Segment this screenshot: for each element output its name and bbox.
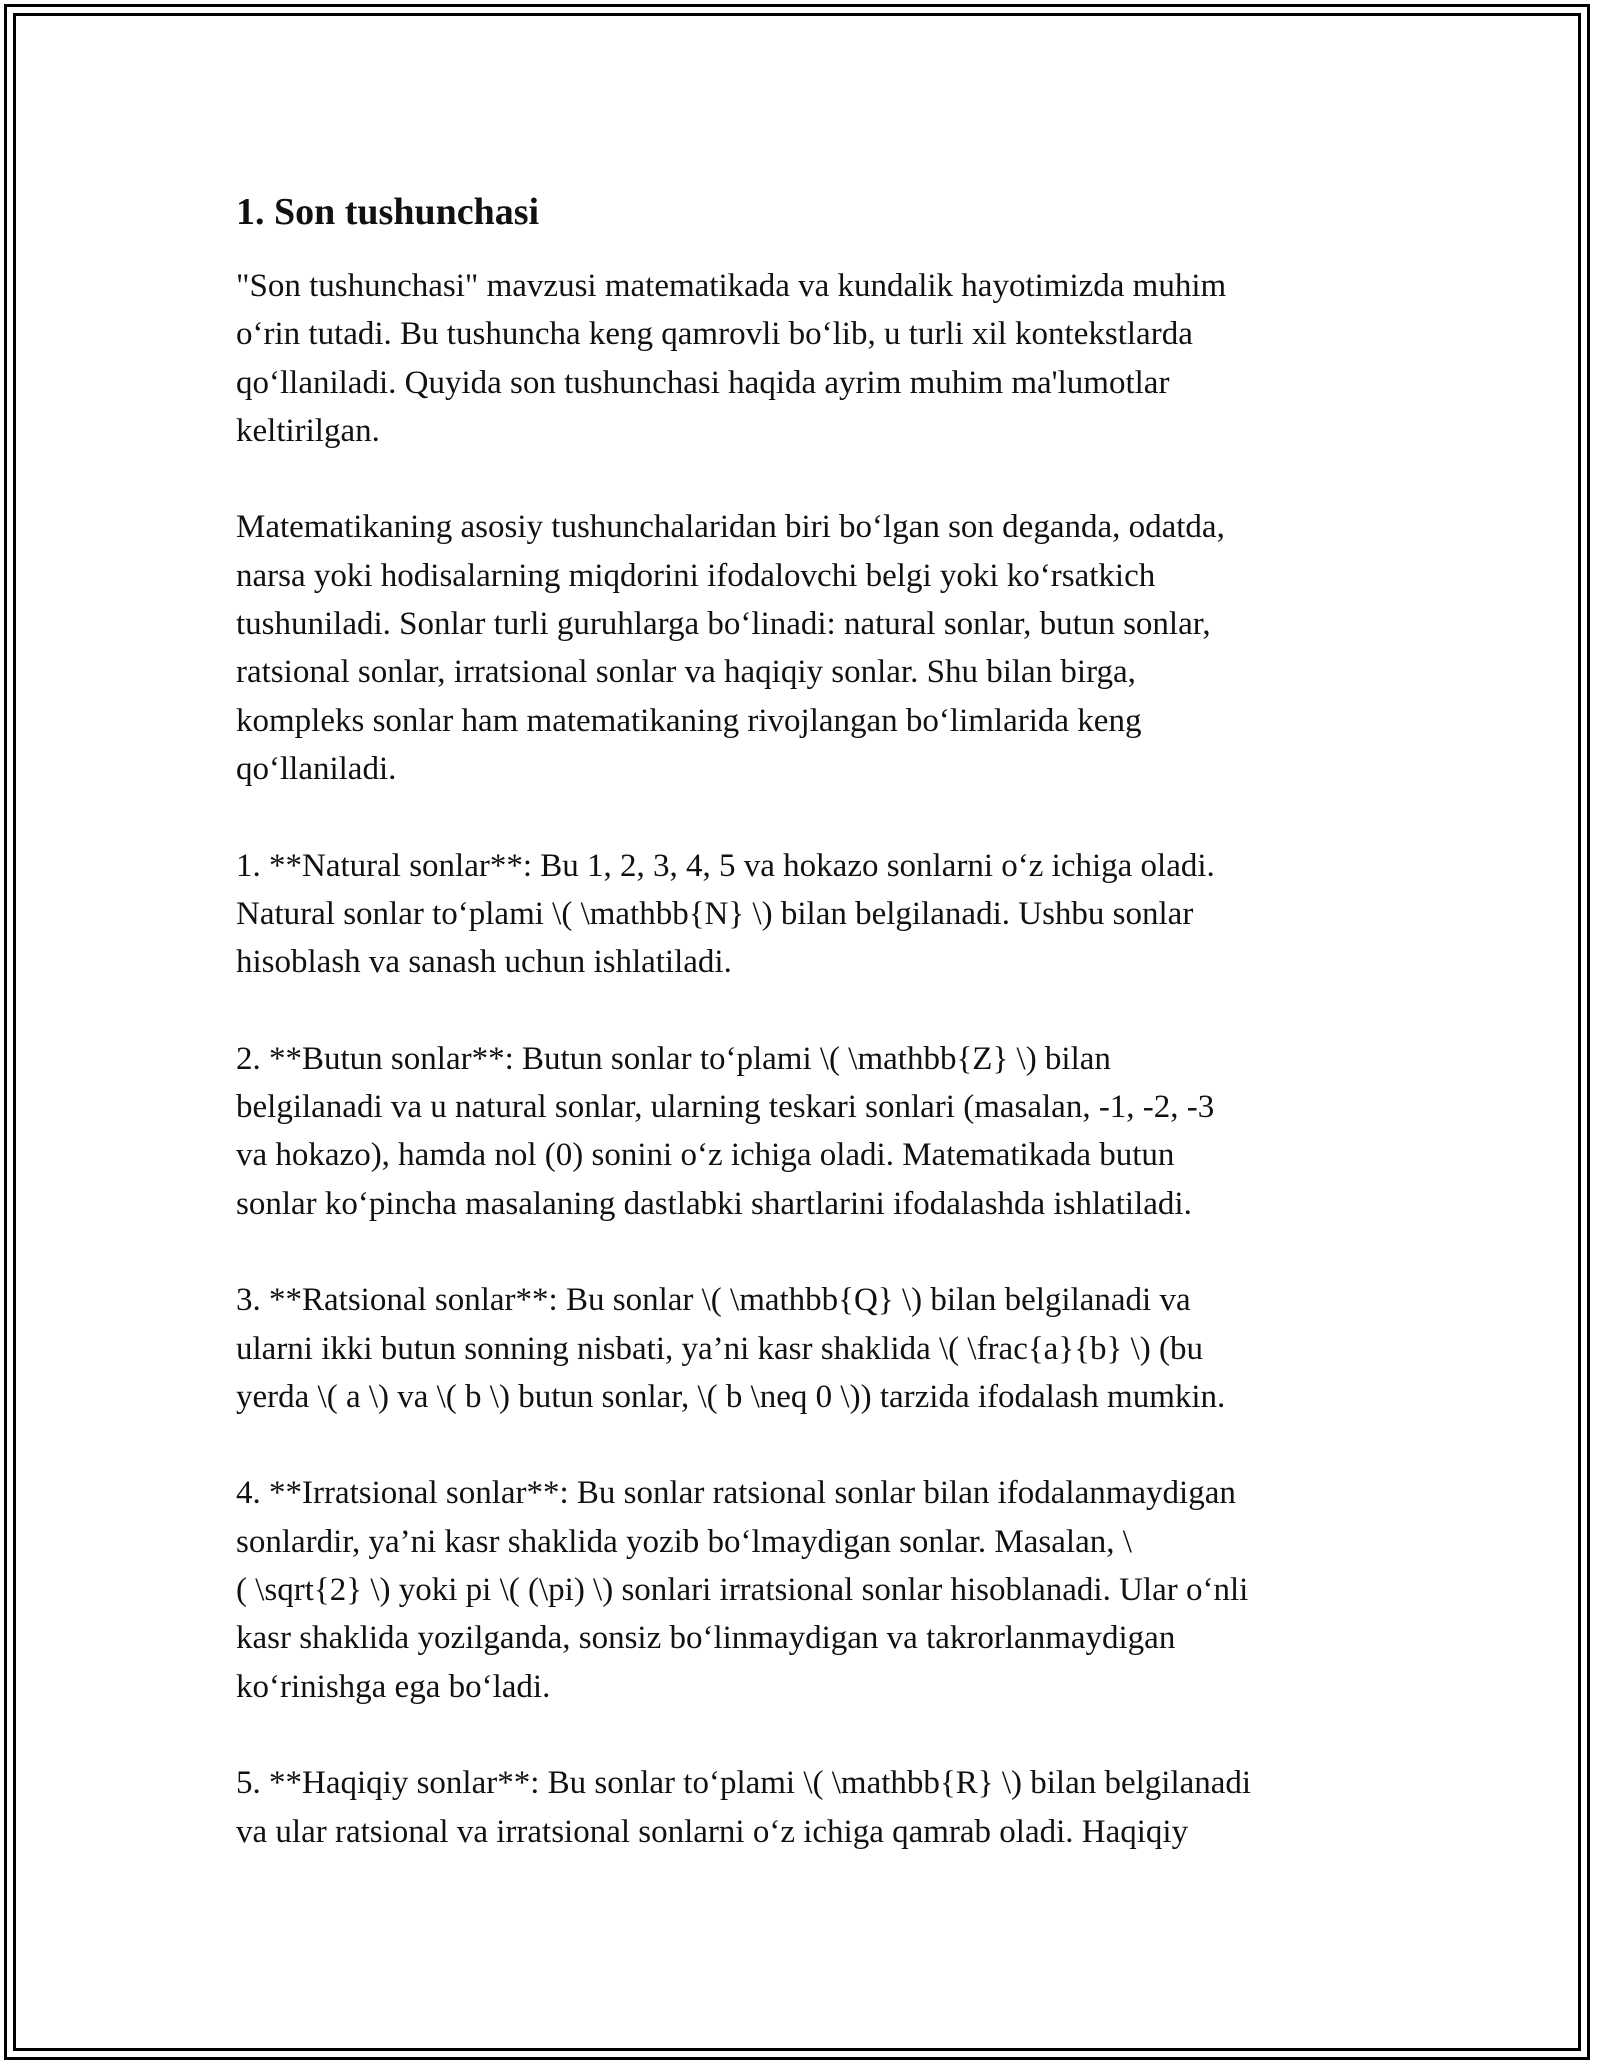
document-body xyxy=(236,188,1366,1904)
paragraph-overview: Matematikaning asosiy tushunchalaridan biri bo‘lgan son deganda, odatda, narsa yoki hodisalarning miqdorini ifodalovchi belgi yoki ko‘rsatkich tushuniladi. Sonlar turli guruhlarga bo‘linadi: natural sonlar, butun sonlar, ratsional sonlar, irratsional sonlar va haqiqiy sonlar. Shu bilan birga, kompleks sonlar ham matematikaning rivojlangan bo‘limlarida keng qo‘llaniladi. xyxy=(236,509,1225,787)
section-title: 1. Son tushunchasi xyxy=(236,191,540,233)
paragraph-integers: 2. **Butun sonlar**: Butun sonlar to‘plami \( \mathbb{Z} \) bilan belgilanadi va u natural sonlar, ularning teskari sonlari (masalan, -1, -2, -3 va hokazo), hamda nol (0) sonini o‘z ichiga oladi. Matematikada butun sonlar ko‘pincha masalaning dastlabki shartlarini ifodalashda ishlatiladi. xyxy=(236,1040,1215,1222)
paragraph-real-numbers: 5. **Haqiqiy sonlar**: Bu sonlar to‘plami \( \mathbb{R} \) bilan belgilanadi va ular ratsional va irratsional sonlarni o‘z ichiga qamrab oladi. Haqiqiy xyxy=(236,1765,1252,1850)
paragraph-intro: "Son tushunchasi" mavzusi matematikada va kundalik hayotimizda muhim o‘rin tutadi. Bu tushuncha keng qamrovli bo‘lib, u turli xil kontekstlarda qo‘llaniladi. Quyida son tushunchasi haqida ayrim muhim ma'lumotlar keltirilgan. xyxy=(236,268,1227,449)
paragraph-natural-numbers: 1. **Natural sonlar**: Bu 1, 2, 3, 4, 5 va hokazo sonlarni o‘z ichiga oladi. Natural sonlar to‘plami \( \mathbb{N} \) bilan belgilanadi. Ushbu sonlar hisoblash va sanash uchun ishlatiladi. xyxy=(236,847,1215,981)
paragraph-rational-numbers: 3. **Ratsional sonlar**: Bu sonlar \( \mathbb{Q} \) bilan belgilanadi va ularni ikki butun sonning nisbati, ya’ni kasr shaklida \( \frac{a}{b} \) (bu yerda \( a \) va \( b \) butun sonlar, \( b \neq 0 \)) tarzida ifodalash mumkin. xyxy=(236,1282,1226,1415)
paragraph-irrational-numbers: 4. **Irratsional sonlar**: Bu sonlar ratsional sonlar bilan ifodalanmaydigan sonlardir, ya’ni kasr shaklida yozib bo‘lmaydigan sonlar. Masalan, \ ( \sqrt{2} \) yoki pi \( (\pi) \) sonlari irratsional sonlar hisoblanadi. Ular o‘nli kasr shaklida yozilganda, sonsiz bo‘linmaydigan va takrorlanmaydigan ko‘rinishga ega bo‘ladi. xyxy=(236,1475,1249,1705)
